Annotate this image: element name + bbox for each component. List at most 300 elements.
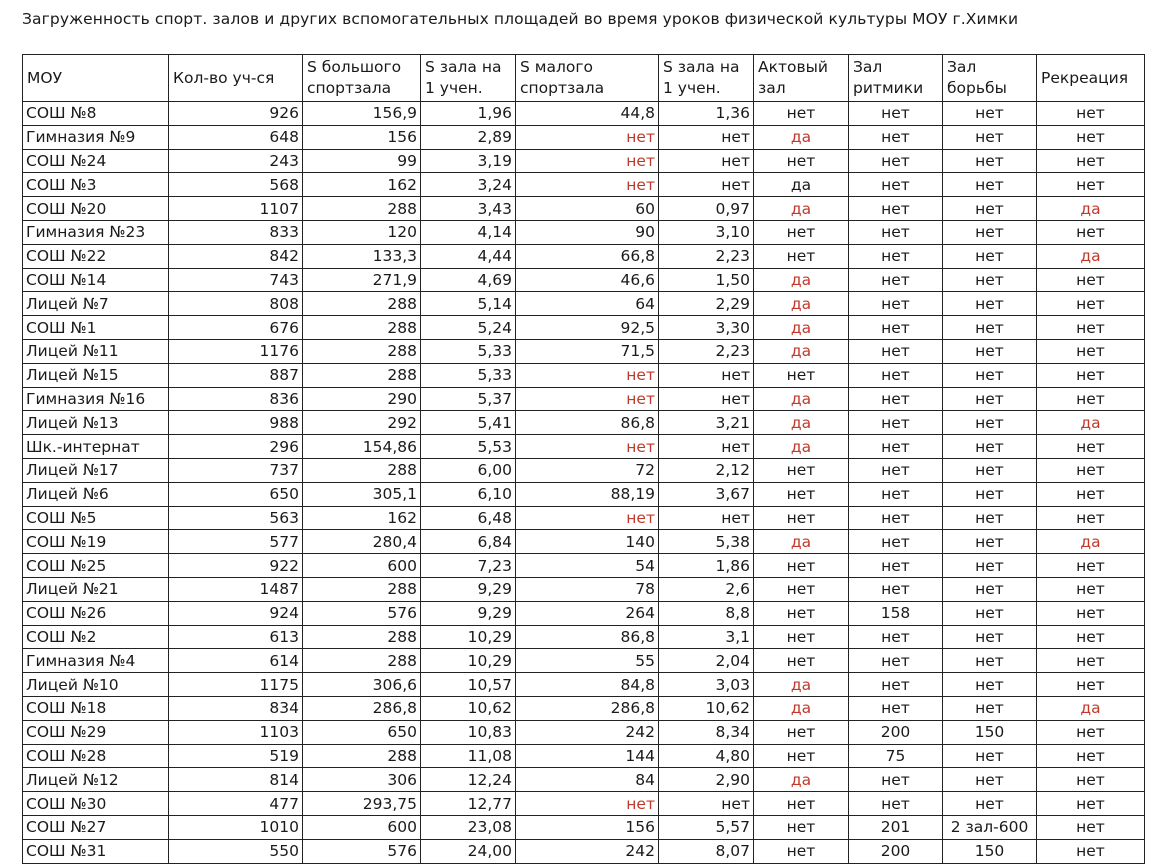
table-cell: нет — [1037, 768, 1145, 792]
table-cell: 296 — [169, 435, 303, 459]
table-cell: 10,29 — [421, 649, 516, 673]
table-cell: 563 — [169, 506, 303, 530]
table-cell: нет — [849, 125, 943, 149]
table-cell: 150 — [943, 720, 1037, 744]
table-cell: 568 — [169, 173, 303, 197]
table-cell: 1,86 — [659, 554, 754, 578]
table-cell: 154,86 — [303, 435, 421, 459]
table-cell: 648 — [169, 125, 303, 149]
table-cell: да — [754, 435, 849, 459]
table-cell: нет — [516, 149, 659, 173]
table-cell: 55 — [516, 649, 659, 673]
table-cell: Шк.-интернат — [23, 435, 169, 459]
table-row — [23, 316, 1145, 340]
table-cell: 86,8 — [516, 411, 659, 435]
table-cell: СОШ №20 — [23, 197, 169, 221]
table-cell: нет — [849, 173, 943, 197]
table-row — [23, 411, 1145, 435]
table-cell: Лицей №13 — [23, 411, 169, 435]
table-cell: 576 — [303, 839, 421, 863]
table-cell: 5,33 — [421, 363, 516, 387]
column-header-line: МОУ — [27, 68, 63, 87]
table-row — [23, 482, 1145, 506]
table-cell: нет — [943, 197, 1037, 221]
table-cell: 842 — [169, 244, 303, 268]
table-cell: 519 — [169, 744, 303, 768]
table-cell: да — [754, 673, 849, 697]
table-cell: Лицей №6 — [23, 482, 169, 506]
table-cell: 84 — [516, 768, 659, 792]
table-cell: 3,24 — [421, 173, 516, 197]
table-cell: нет — [1037, 339, 1145, 363]
table-cell: нет — [659, 363, 754, 387]
table-cell: СОШ №30 — [23, 792, 169, 816]
column-header — [516, 55, 659, 102]
table-cell: 286,8 — [303, 696, 421, 720]
table-body — [23, 102, 1145, 864]
table-cell: 200 — [849, 720, 943, 744]
table-cell: Лицей №15 — [23, 363, 169, 387]
document-title: Загруженность спорт. залов и других вспомогательных площадей во время уроков физической культуры МОУ г.Химки — [22, 10, 1019, 28]
table-cell: нет — [943, 363, 1037, 387]
table-cell: 2,23 — [659, 244, 754, 268]
table-row — [23, 244, 1145, 268]
table-row — [23, 625, 1145, 649]
table-cell: 1176 — [169, 339, 303, 363]
table-row — [23, 696, 1145, 720]
table-cell: 1,50 — [659, 268, 754, 292]
table-cell: да — [754, 173, 849, 197]
table-cell: СОШ №5 — [23, 506, 169, 530]
column-header — [421, 55, 516, 102]
table-cell: 614 — [169, 649, 303, 673]
table-cell: 90 — [516, 220, 659, 244]
table-cell: СОШ №2 — [23, 625, 169, 649]
table-row — [23, 577, 1145, 601]
table-cell: СОШ №19 — [23, 530, 169, 554]
table-cell: 576 — [303, 601, 421, 625]
table-cell: нет — [849, 387, 943, 411]
table-cell: нет — [659, 435, 754, 459]
table-cell: нет — [754, 744, 849, 768]
column-header-line: борьбы — [947, 79, 1007, 97]
table-cell: нет — [849, 530, 943, 554]
table-cell: 814 — [169, 768, 303, 792]
table-cell: 836 — [169, 387, 303, 411]
table-cell: 86,8 — [516, 625, 659, 649]
table-cell: нет — [943, 696, 1037, 720]
table-cell: нет — [943, 601, 1037, 625]
table-cell: 3,43 — [421, 197, 516, 221]
column-header-line: зал — [758, 79, 786, 97]
table-cell: нет — [943, 649, 1037, 673]
table-cell: нет — [943, 149, 1037, 173]
table-cell: да — [754, 696, 849, 720]
table-cell: да — [754, 530, 849, 554]
table-cell: 2,89 — [421, 125, 516, 149]
table-cell: нет — [754, 577, 849, 601]
table-cell: 922 — [169, 554, 303, 578]
table-cell: нет — [1037, 435, 1145, 459]
table-cell: нет — [754, 839, 849, 863]
table-cell: нет — [849, 435, 943, 459]
table-cell: 1175 — [169, 673, 303, 697]
table-cell: 292 — [303, 411, 421, 435]
table-cell: нет — [943, 292, 1037, 316]
table-cell: нет — [516, 387, 659, 411]
table-cell: 3,30 — [659, 316, 754, 340]
table-row — [23, 839, 1145, 863]
table-cell: нет — [1037, 458, 1145, 482]
table-cell: 477 — [169, 792, 303, 816]
table-cell: нет — [943, 339, 1037, 363]
table-cell: Лицей №7 — [23, 292, 169, 316]
table-row — [23, 387, 1145, 411]
table-cell: нет — [1037, 173, 1145, 197]
table-cell: 6,84 — [421, 530, 516, 554]
table-cell: 5,24 — [421, 316, 516, 340]
table-cell: да — [754, 268, 849, 292]
table-cell: СОШ №26 — [23, 601, 169, 625]
table-row — [23, 197, 1145, 221]
table-cell: нет — [1037, 554, 1145, 578]
column-header-line: Зал — [947, 58, 977, 76]
table-cell: 4,14 — [421, 220, 516, 244]
table-cell: нет — [943, 530, 1037, 554]
table-cell: 2,23 — [659, 339, 754, 363]
table-cell: 3,21 — [659, 411, 754, 435]
table-cell: да — [754, 197, 849, 221]
table-cell: нет — [754, 244, 849, 268]
table-row — [23, 792, 1145, 816]
table-cell: 288 — [303, 197, 421, 221]
table-cell: 834 — [169, 696, 303, 720]
table-cell: нет — [754, 720, 849, 744]
table-cell: да — [1037, 197, 1145, 221]
table-cell: нет — [1037, 792, 1145, 816]
table-cell: нет — [849, 363, 943, 387]
table-cell: 4,69 — [421, 268, 516, 292]
table-cell: нет — [516, 363, 659, 387]
table-cell: 1,36 — [659, 102, 754, 126]
table-cell: нет — [943, 625, 1037, 649]
table-cell: 10,57 — [421, 673, 516, 697]
table-cell: 1487 — [169, 577, 303, 601]
table-cell: нет — [1037, 744, 1145, 768]
table-cell: 162 — [303, 506, 421, 530]
table-cell: нет — [659, 125, 754, 149]
table-cell: нет — [1037, 363, 1145, 387]
table-cell: Лицей №21 — [23, 577, 169, 601]
column-header-line: ритмики — [853, 79, 924, 97]
table-cell: СОШ №14 — [23, 268, 169, 292]
table-cell: 72 — [516, 458, 659, 482]
table-cell: нет — [943, 577, 1037, 601]
table-cell: 288 — [303, 292, 421, 316]
table-cell: 306,6 — [303, 673, 421, 697]
table-cell: 242 — [516, 839, 659, 863]
table-cell: Гимназия №9 — [23, 125, 169, 149]
table-cell: СОШ №28 — [23, 744, 169, 768]
column-header — [659, 55, 754, 102]
table-row — [23, 220, 1145, 244]
table-cell: нет — [943, 768, 1037, 792]
table-cell: 887 — [169, 363, 303, 387]
table-cell: нет — [1037, 673, 1145, 697]
table-cell: нет — [849, 268, 943, 292]
table-cell: нет — [516, 173, 659, 197]
table-cell: 156 — [516, 815, 659, 839]
table-cell: 10,29 — [421, 625, 516, 649]
table-cell: нет — [849, 768, 943, 792]
column-header — [1037, 55, 1145, 102]
table-row — [23, 125, 1145, 149]
table-cell: 88,19 — [516, 482, 659, 506]
table-cell: 2,90 — [659, 768, 754, 792]
table-cell: да — [1037, 530, 1145, 554]
table-cell: нет — [943, 506, 1037, 530]
table-cell: нет — [1037, 815, 1145, 839]
table-cell: нет — [943, 411, 1037, 435]
table-cell: нет — [849, 554, 943, 578]
table-cell: 243 — [169, 149, 303, 173]
table-cell: нет — [659, 387, 754, 411]
table-cell: 271,9 — [303, 268, 421, 292]
column-header-line: 1 учен. — [663, 79, 721, 97]
table-cell: 288 — [303, 577, 421, 601]
table-cell: 64 — [516, 292, 659, 316]
table-cell: нет — [1037, 839, 1145, 863]
table-cell: да — [754, 125, 849, 149]
table-cell: 2,12 — [659, 458, 754, 482]
table-cell: 0,97 — [659, 197, 754, 221]
table-cell: 4,80 — [659, 744, 754, 768]
table-cell: 2,29 — [659, 292, 754, 316]
table-cell: 1103 — [169, 720, 303, 744]
table-cell: 12,24 — [421, 768, 516, 792]
table-cell: нет — [943, 482, 1037, 506]
table-cell: 264 — [516, 601, 659, 625]
table-cell: да — [1037, 696, 1145, 720]
table-cell: да — [754, 411, 849, 435]
table-cell: 5,41 — [421, 411, 516, 435]
column-header-line: Актовый — [758, 58, 828, 76]
table-cell: нет — [1037, 506, 1145, 530]
column-header — [754, 55, 849, 102]
table-row — [23, 530, 1145, 554]
table-cell: нет — [754, 792, 849, 816]
table-cell: 24,00 — [421, 839, 516, 863]
table-cell: нет — [754, 601, 849, 625]
table-cell: 5,57 — [659, 815, 754, 839]
table-cell: 924 — [169, 601, 303, 625]
table-cell: СОШ №3 — [23, 173, 169, 197]
table-cell: нет — [754, 458, 849, 482]
table-row — [23, 173, 1145, 197]
table-cell: 9,29 — [421, 577, 516, 601]
table-row — [23, 815, 1145, 839]
table-cell: 676 — [169, 316, 303, 340]
table-cell: нет — [849, 458, 943, 482]
table-row — [23, 649, 1145, 673]
table-cell: 8,8 — [659, 601, 754, 625]
column-header-line: спортзала — [307, 79, 392, 97]
column-header-line: S зала на — [425, 58, 502, 76]
column-header-line: спортзала — [520, 79, 605, 97]
table-cell: Гимназия №16 — [23, 387, 169, 411]
column-header-line: S большого — [307, 58, 402, 76]
table-cell: 133,3 — [303, 244, 421, 268]
table-row — [23, 268, 1145, 292]
table-cell: 286,8 — [516, 696, 659, 720]
column-header-line: 1 учен. — [425, 79, 483, 97]
table-cell: нет — [849, 411, 943, 435]
table-cell: нет — [1037, 220, 1145, 244]
table-cell: СОШ №18 — [23, 696, 169, 720]
table-cell: нет — [754, 363, 849, 387]
table-cell: да — [754, 768, 849, 792]
table-cell: 5,38 — [659, 530, 754, 554]
table-cell: нет — [849, 197, 943, 221]
table-cell: нет — [943, 102, 1037, 126]
table-cell: 600 — [303, 815, 421, 839]
table-cell: 200 — [849, 839, 943, 863]
table-cell: СОШ №29 — [23, 720, 169, 744]
table-cell: 5,33 — [421, 339, 516, 363]
table-cell: 46,6 — [516, 268, 659, 292]
column-header — [169, 55, 303, 102]
table-cell: да — [754, 387, 849, 411]
table-cell: нет — [516, 125, 659, 149]
table-cell: нет — [754, 625, 849, 649]
table-cell: 600 — [303, 554, 421, 578]
table-cell: 10,62 — [659, 696, 754, 720]
table-cell: нет — [849, 292, 943, 316]
table-cell: нет — [849, 625, 943, 649]
table-cell: 23,08 — [421, 815, 516, 839]
table-cell: 6,00 — [421, 458, 516, 482]
table-cell: нет — [943, 220, 1037, 244]
table-cell: да — [1037, 244, 1145, 268]
table-cell: 288 — [303, 744, 421, 768]
column-header-line: Рекреация — [1041, 68, 1129, 87]
table-cell: 84,8 — [516, 673, 659, 697]
table-cell: нет — [849, 506, 943, 530]
table-cell: нет — [943, 316, 1037, 340]
table-cell: нет — [943, 792, 1037, 816]
table-cell: 162 — [303, 173, 421, 197]
table-cell: нет — [754, 220, 849, 244]
table-cell: 158 — [849, 601, 943, 625]
table-cell: Лицей №17 — [23, 458, 169, 482]
table-cell: нет — [659, 506, 754, 530]
table-cell: нет — [516, 506, 659, 530]
table-cell: СОШ №8 — [23, 102, 169, 126]
table-cell: Лицей №11 — [23, 339, 169, 363]
table-cell: нет — [1037, 577, 1145, 601]
table-cell: нет — [849, 244, 943, 268]
table-cell: 11,08 — [421, 744, 516, 768]
table-cell: нет — [849, 696, 943, 720]
table-cell: 2,6 — [659, 577, 754, 601]
table-cell: нет — [943, 673, 1037, 697]
table-cell: 8,07 — [659, 839, 754, 863]
table-row — [23, 744, 1145, 768]
table-cell: 5,53 — [421, 435, 516, 459]
table-cell: 650 — [169, 482, 303, 506]
table-cell: 44,8 — [516, 102, 659, 126]
table-cell: нет — [659, 792, 754, 816]
table-cell: нет — [1037, 102, 1145, 126]
table-cell: нет — [1037, 149, 1145, 173]
table-cell: нет — [943, 268, 1037, 292]
table-cell: нет — [943, 387, 1037, 411]
table-cell: СОШ №24 — [23, 149, 169, 173]
table-cell: Лицей №10 — [23, 673, 169, 697]
table-cell: 99 — [303, 149, 421, 173]
table-cell: нет — [1037, 720, 1145, 744]
table-row — [23, 673, 1145, 697]
table-cell: нет — [849, 220, 943, 244]
table-cell: нет — [1037, 316, 1145, 340]
table-cell: нет — [1037, 482, 1145, 506]
table-cell: нет — [754, 149, 849, 173]
table-cell: 288 — [303, 339, 421, 363]
table-cell: 10,83 — [421, 720, 516, 744]
table-cell: 54 — [516, 554, 659, 578]
table-cell: нет — [849, 339, 943, 363]
column-header-line: S зала на — [663, 58, 740, 76]
column-header — [943, 55, 1037, 102]
table-cell: 737 — [169, 458, 303, 482]
table-cell: нет — [1037, 268, 1145, 292]
table-cell: 577 — [169, 530, 303, 554]
table-cell: 288 — [303, 316, 421, 340]
table-header-row — [23, 55, 1145, 102]
table-cell: 10,62 — [421, 696, 516, 720]
table-cell: нет — [1037, 387, 1145, 411]
table-row — [23, 554, 1145, 578]
table-cell: нет — [754, 506, 849, 530]
table-cell: СОШ №1 — [23, 316, 169, 340]
table-cell: 3,67 — [659, 482, 754, 506]
table-row — [23, 339, 1145, 363]
table-cell: 833 — [169, 220, 303, 244]
table-cell: 2 зал-600 — [943, 815, 1037, 839]
table-cell: 5,14 — [421, 292, 516, 316]
table-cell: 3,10 — [659, 220, 754, 244]
table-cell: 926 — [169, 102, 303, 126]
table-cell: да — [754, 339, 849, 363]
table-cell: нет — [754, 554, 849, 578]
table-cell: 3,03 — [659, 673, 754, 697]
table-row — [23, 435, 1145, 459]
table-row — [23, 720, 1145, 744]
table-cell: 293,75 — [303, 792, 421, 816]
table-cell: 140 — [516, 530, 659, 554]
table-cell: нет — [1037, 625, 1145, 649]
table-row — [23, 363, 1145, 387]
table-cell: 1,96 — [421, 102, 516, 126]
table-cell: 305,1 — [303, 482, 421, 506]
column-header — [849, 55, 943, 102]
table-cell: нет — [516, 435, 659, 459]
table-cell: 288 — [303, 649, 421, 673]
table-cell: нет — [849, 792, 943, 816]
table-cell: нет — [849, 149, 943, 173]
table-cell: нет — [943, 554, 1037, 578]
table-cell: 743 — [169, 268, 303, 292]
